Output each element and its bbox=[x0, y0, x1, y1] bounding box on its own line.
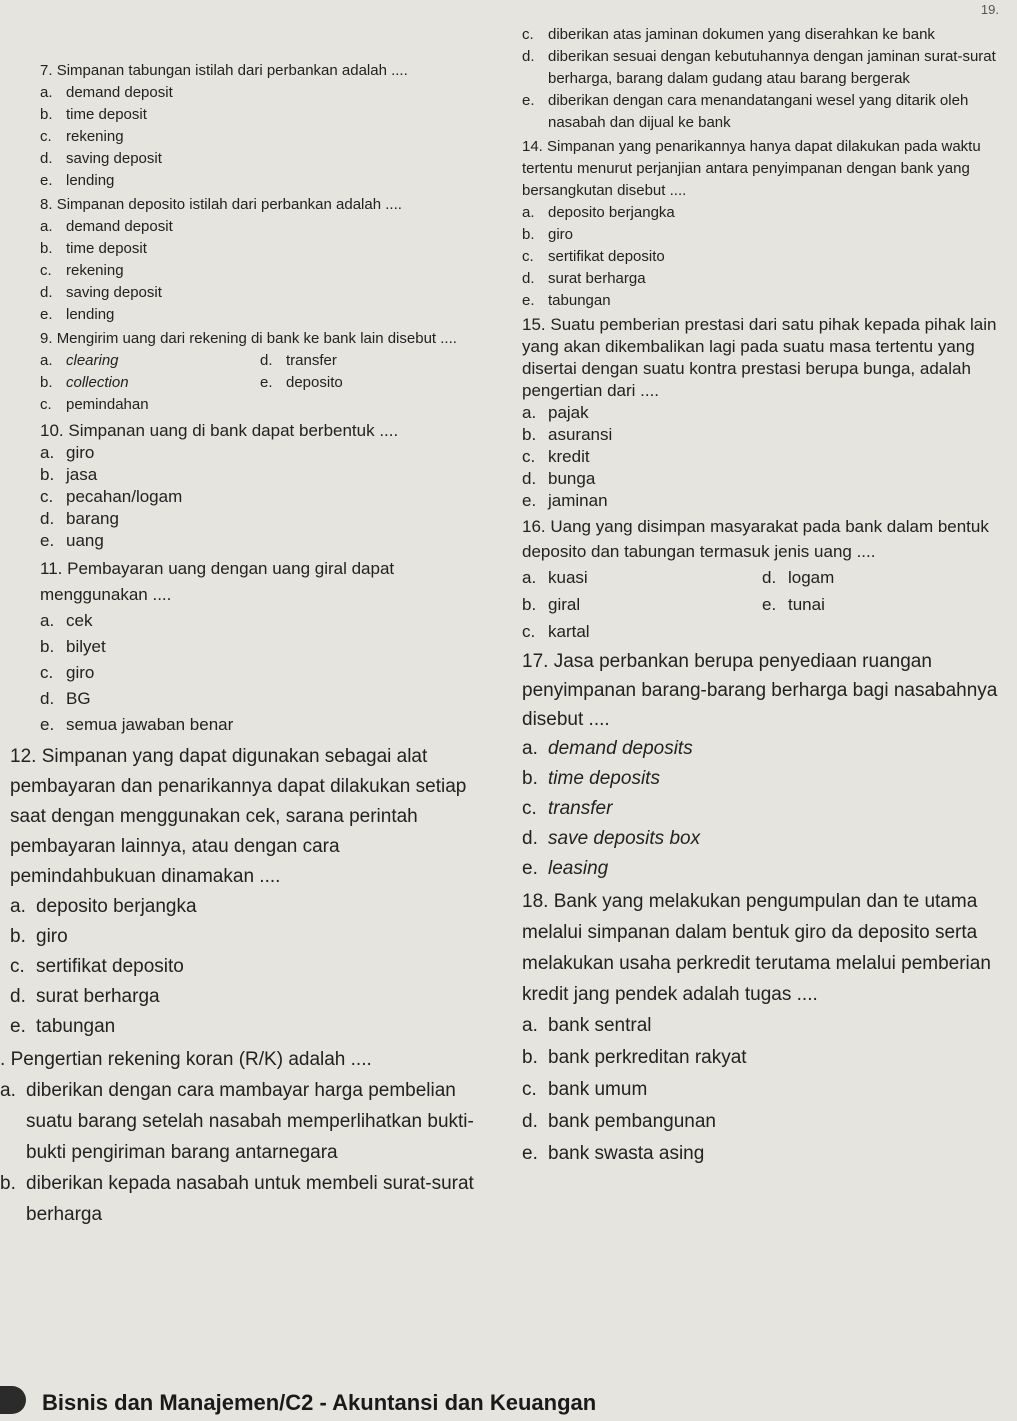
option[interactable]: d. surat berharga bbox=[10, 986, 160, 1007]
question-text: Mengirim uang dari rekening di bank ke bank lain disebut .... bbox=[56, 330, 457, 347]
option[interactable]: d. saving deposit bbox=[40, 284, 162, 301]
option[interactable]: c. rekening bbox=[40, 262, 124, 279]
option[interactable]: a. pajak bbox=[522, 403, 589, 422]
option[interactable]: a. deposito berjangka bbox=[522, 204, 675, 221]
option[interactable]: e. diberikan dengan cara menandatangani wesel yang ditarik oleh nasabah dan dijual ke bank bbox=[522, 92, 969, 131]
option[interactable]: b. asuransi bbox=[522, 425, 613, 444]
option[interactable]: e. semua jawaban benar bbox=[40, 715, 234, 734]
option[interactable]: c. pecahan/logam bbox=[40, 487, 183, 506]
question-number: 7. bbox=[40, 62, 53, 79]
question-number: 16. bbox=[522, 517, 546, 536]
question-text: Simpanan yang penarikannya hanya dapat dilakukan pada waktu tertentu menurut perjanjian antara penyimpanan dengan bank yang bersangkutan disebut .... bbox=[522, 138, 981, 199]
option[interactable]: d. surat berharga bbox=[522, 270, 646, 287]
question-number: 8. bbox=[40, 196, 53, 213]
question-text: Simpanan uang di bank dapat berbentuk .... bbox=[68, 421, 399, 440]
option[interactable]: d. barang bbox=[40, 509, 119, 528]
question-number: 11. bbox=[40, 559, 63, 578]
option[interactable]: b. giro bbox=[522, 226, 574, 243]
option[interactable]: b. giro bbox=[10, 926, 68, 947]
question-text: Pengertian rekening koran (R/K) adalah .... bbox=[10, 1049, 372, 1070]
option[interactable]: a. cek bbox=[40, 611, 93, 630]
question-15 bbox=[522, 314, 1012, 512]
footer-title: Bisnis dan Manajemen/C2 - Akuntansi dan Keuangan bbox=[42, 1390, 597, 1415]
question-text: Pembayaran uang dengan uang giral dapat menggunakan .... bbox=[40, 559, 395, 604]
question-text: Simpanan tabungan istilah dari perbankan adalah .... bbox=[56, 62, 408, 79]
option[interactable]: d. logam bbox=[762, 568, 835, 587]
option[interactable]: b. giral bbox=[522, 595, 581, 614]
option[interactable]: b. bilyet bbox=[40, 637, 106, 656]
option[interactable]: e. lending bbox=[40, 306, 115, 323]
option[interactable]: c. transfer bbox=[522, 798, 613, 819]
question-text: Suatu pemberian prestasi dari satu pihak kepada pihak lain yang akan dikembalikan lagi pada suatu masa tertentu yang disertai dengan suatu kontra prestasi berupa bunga, adalah pengertian dari .... bbox=[522, 315, 997, 400]
option[interactable]: d. save deposits box bbox=[522, 828, 701, 849]
option[interactable]: c. pemindahan bbox=[40, 396, 149, 413]
option[interactable]: d. bank pembangunan bbox=[522, 1111, 716, 1132]
option[interactable]: a. kuasi bbox=[522, 568, 588, 587]
option[interactable]: b. jasa bbox=[40, 465, 98, 484]
page-number: 19. bbox=[980, 2, 999, 17]
question-number: 12. bbox=[10, 746, 37, 767]
question-text: Jasa perbankan berupa penyediaan ruangan penyimpanan barang-barang berharga bagi nasabahnya disebut .... bbox=[522, 651, 998, 730]
option[interactable]: a. demand deposit bbox=[40, 218, 173, 235]
question-18 bbox=[522, 886, 1012, 1170]
option[interactable]: e. bank swasta asing bbox=[522, 1143, 705, 1164]
option[interactable]: a. diberikan dengan cara mambayar harga pembelian suatu barang setelah nasabah memperlihatkan bukti-bukti pengiriman barang antarnegara bbox=[0, 1080, 474, 1163]
question-text: Uang yang disimpan masyarakat pada bank dalam bentuk deposito dan tabungan termasuk jenis uang .... bbox=[522, 517, 989, 561]
option[interactable]: c. rekening bbox=[40, 128, 124, 145]
option[interactable]: c. sertifikat deposito bbox=[10, 956, 184, 977]
option[interactable]: d. BG bbox=[40, 689, 91, 708]
option[interactable]: b. bank perkreditan rakyat bbox=[522, 1047, 747, 1068]
page-footer bbox=[0, 1382, 1017, 1421]
option[interactable]: e. leasing bbox=[522, 858, 609, 879]
question-number: 18. bbox=[522, 891, 549, 912]
question-13 bbox=[0, 1044, 480, 1230]
question-number: 17. bbox=[522, 651, 549, 672]
question-text: Bank yang melakukan pengumpulan dan te utama melalui simpanan dalam bentuk giro da deposito serta melakukan usaha perkredit terutama melalui pemberian kredit jang pendek adalah tugas .... bbox=[522, 891, 991, 1005]
option[interactable]: e. tunai bbox=[762, 595, 825, 614]
option[interactable]: e. jaminan bbox=[522, 491, 608, 510]
question-11 bbox=[40, 556, 480, 738]
question-number: . bbox=[0, 1049, 6, 1070]
option[interactable]: c. kartal bbox=[522, 622, 590, 641]
option[interactable]: b. collection bbox=[40, 374, 129, 391]
option[interactable]: e. tabungan bbox=[522, 292, 611, 309]
option[interactable]: c. diberikan atas jaminan dokumen yang diserahkan ke bank bbox=[522, 26, 935, 43]
option[interactable]: b. time deposit bbox=[40, 106, 147, 123]
option[interactable]: c. giro bbox=[40, 663, 95, 682]
option[interactable]: b. diberikan kepada nasabah untuk membeli surat-surat berharga bbox=[0, 1173, 474, 1225]
option[interactable]: a. bank sentral bbox=[522, 1015, 652, 1036]
option[interactable]: c. sertifikat deposito bbox=[522, 248, 665, 265]
option[interactable]: e. deposito bbox=[260, 374, 343, 391]
right-column bbox=[522, 24, 1012, 1172]
question-number: 14. bbox=[522, 138, 543, 155]
option[interactable]: a. demand deposits bbox=[522, 738, 693, 759]
question-10 bbox=[40, 420, 480, 552]
question-text: Simpanan deposito istilah dari perbankan adalah .... bbox=[56, 196, 402, 213]
question-number: 15. bbox=[522, 315, 546, 334]
option[interactable]: d. saving deposit bbox=[40, 150, 162, 167]
option[interactable]: d. transfer bbox=[260, 352, 337, 369]
option[interactable]: b. time deposit bbox=[40, 240, 147, 257]
option[interactable]: c. kredit bbox=[522, 447, 590, 466]
question-text: Simpanan yang dapat digunakan sebagai alat pembayaran dan penarikannya dapat dilakukan setiap saat dengan menggunakan cek, sarana perintah pembayaran lainnya, atau dengan cara pemindahbukuan dinamakan .... bbox=[10, 746, 467, 887]
page-badge-icon bbox=[0, 1386, 26, 1414]
option[interactable]: d. bunga bbox=[522, 469, 596, 488]
option[interactable]: d. diberikan sesuai dengan kebutuhannya dengan jaminan surat-surat berharga, barang dalam gudang atau barang bergerak bbox=[522, 48, 996, 87]
option[interactable]: b. time deposits bbox=[522, 768, 660, 789]
option[interactable]: e. uang bbox=[40, 531, 104, 550]
option[interactable]: e. tabungan bbox=[10, 1016, 116, 1037]
question-number: 10. bbox=[40, 421, 64, 440]
question-9 bbox=[40, 328, 480, 416]
question-8 bbox=[40, 194, 480, 326]
question-17 bbox=[522, 647, 1012, 884]
question-number: 9. bbox=[40, 330, 53, 347]
option[interactable]: e. lending bbox=[40, 172, 115, 189]
question-16 bbox=[522, 514, 1012, 645]
question-7 bbox=[40, 60, 480, 192]
question-13-continued bbox=[522, 24, 1012, 134]
option[interactable]: a. giro bbox=[40, 443, 95, 462]
question-12 bbox=[10, 742, 480, 1042]
question-14 bbox=[522, 136, 1012, 312]
option[interactable]: a. deposito berjangka bbox=[10, 896, 197, 917]
option[interactable]: c. bank umum bbox=[522, 1079, 648, 1100]
option[interactable]: a. demand deposit bbox=[40, 84, 173, 101]
option[interactable]: a. clearing bbox=[40, 352, 119, 369]
left-column bbox=[0, 60, 480, 1232]
